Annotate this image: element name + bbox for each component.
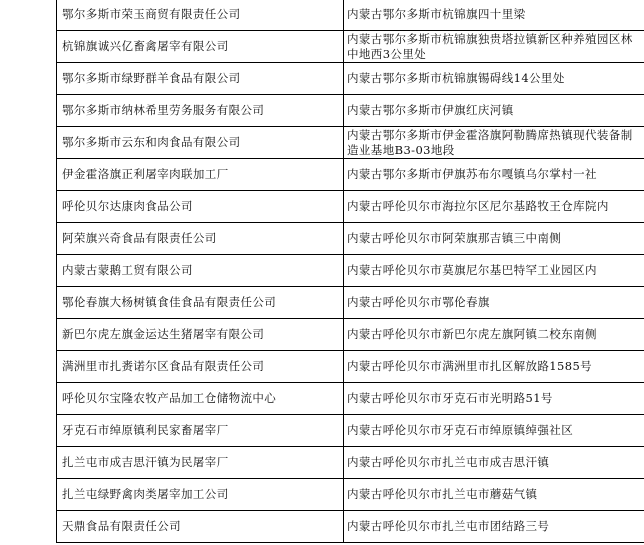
address-cell [344, 31, 644, 63]
company-name: 新巴尔虎左旗金运达生猪屠宰有限公司 [62, 327, 265, 341]
table-row [0, 63, 644, 95]
company-address: 内蒙古呼伦贝尔市阿荣旗那吉镇三中南侧 [347, 231, 562, 245]
company-name-cell [57, 351, 344, 383]
company-name: 内蒙古蒙鹅工贸有限公司 [62, 263, 193, 277]
company-name: 杭锦旗诚兴亿畜禽屠宰有限公司 [62, 39, 229, 53]
company-address: 内蒙古鄂尔多斯市杭锦旗四十里梁 [347, 7, 526, 21]
table-row [0, 95, 644, 127]
address-cell [344, 479, 644, 511]
company-name: 满洲里市扎赉诺尔区食品有限责任公司 [62, 359, 265, 373]
company-name: 扎兰屯市成吉思汗镇为民屠宰厂 [62, 455, 229, 469]
address-cell [344, 63, 644, 95]
table-row [0, 511, 644, 543]
table-row [0, 351, 644, 383]
company-name: 鄂尔多斯市纳林希里劳务服务有限公司 [62, 103, 265, 117]
table-row [0, 223, 644, 255]
company-name-cell [57, 319, 344, 351]
company-name-cell [57, 415, 344, 447]
address-cell [344, 511, 644, 543]
address-cell [344, 223, 644, 255]
company-address: 内蒙古呼伦贝尔市扎兰屯市团结路三号 [347, 519, 550, 533]
address-cell [344, 287, 644, 319]
company-address: 内蒙古呼伦贝尔市海拉尔区尼尔基路牧王仓库院内 [347, 199, 609, 213]
company-name: 呼伦贝尔宝隆农牧产品加工仓储物流中心 [62, 391, 277, 405]
address-cell [344, 0, 644, 31]
company-name: 伊金霍洛旗正利屠宰肉联加工厂 [62, 167, 229, 181]
table-row [0, 0, 644, 31]
address-cell [344, 255, 644, 287]
company-address: 内蒙古鄂尔多斯市伊旗苏布尔嘎镇乌尔掌村一社 [347, 167, 597, 181]
company-name: 鄂尔多斯市绿野群羊食品有限公司 [62, 71, 241, 85]
company-address: 内蒙古呼伦贝尔市满洲里市扎区解放路1585号 [347, 359, 593, 373]
company-name-cell [57, 223, 344, 255]
company-address: 内蒙古呼伦贝尔市鄂伦春旗 [347, 295, 490, 309]
address-cell [344, 447, 644, 479]
address-cell [344, 95, 644, 127]
company-name-cell [57, 31, 344, 63]
company-address: 内蒙古鄂尔多斯市伊旗红庆河镇 [347, 103, 514, 117]
company-address: 内蒙古呼伦贝尔市牙克石市绰原镇绰强社区 [347, 423, 574, 437]
company-name: 鄂尔多斯市云东和肉食品有限公司 [62, 135, 241, 149]
company-address: 内蒙古呼伦贝尔市扎兰屯市蘑菇气镇 [347, 487, 538, 501]
company-name-cell [57, 95, 344, 127]
table-row [0, 447, 644, 479]
company-name: 扎兰屯绿野禽肉类屠宰加工公司 [62, 487, 229, 501]
company-name: 呼伦贝尔达康肉食品公司 [62, 199, 193, 213]
table-row [0, 191, 644, 223]
company-name-cell [57, 479, 344, 511]
company-name-cell [57, 191, 344, 223]
table-row [0, 383, 644, 415]
company-address: 内蒙古呼伦贝尔市扎兰屯市成吉思汗镇 [347, 455, 550, 469]
table-row [0, 479, 644, 511]
company-name: 阿荣旗兴奇食品有限责任公司 [62, 231, 217, 245]
address-cell [344, 319, 644, 351]
left-blank-column [0, 0, 57, 543]
company-name: 牙克石市绰原镇利民家畜屠宰厂 [62, 423, 229, 437]
company-name: 鄂伦春旗大杨树镇食佳食品有限责任公司 [62, 295, 277, 309]
table-row [0, 319, 644, 351]
company-name-cell [57, 255, 344, 287]
company-address: 内蒙古鄂尔多斯市伊金霍洛旗阿勒腾席热镇现代装备制造业基地B3-03地段 [347, 127, 633, 157]
company-address: 内蒙古呼伦贝尔市牙克石市光明路51号 [347, 391, 553, 405]
company-address: 内蒙古鄂尔多斯市杭锦旗独贵塔拉镇新区种养殖园区林中地西3公里处 [347, 31, 633, 61]
address-cell [344, 383, 644, 415]
company-name-cell [57, 511, 344, 543]
table-row [0, 415, 644, 447]
company-name: 鄂尔多斯市荣玉商贸有限责任公司 [62, 7, 241, 21]
company-name-cell [57, 159, 344, 191]
address-cell [344, 351, 644, 383]
company-name-cell [57, 287, 344, 319]
table-row [0, 31, 644, 63]
company-name-cell [57, 127, 344, 159]
company-name-cell [57, 0, 344, 31]
company-address: 内蒙古鄂尔多斯市杭锦旗锡碍线14公里处 [347, 71, 565, 85]
table-row [0, 159, 644, 191]
company-name-cell [57, 447, 344, 479]
address-cell [344, 415, 644, 447]
company-address: 内蒙古呼伦贝尔市莫旗尼尔基巴特罕工业园区内 [347, 263, 597, 277]
company-name-cell [57, 63, 344, 95]
table-row [0, 287, 644, 319]
address-cell [344, 191, 644, 223]
address-cell [344, 127, 644, 159]
company-name-cell [57, 383, 344, 415]
address-cell [344, 159, 644, 191]
company-address: 内蒙古呼伦贝尔市新巴尔虎左旗阿镇二校东南侧 [347, 327, 597, 341]
table-row [0, 127, 644, 159]
table-row [0, 255, 644, 287]
company-name: 天鼎食品有限责任公司 [62, 519, 181, 533]
